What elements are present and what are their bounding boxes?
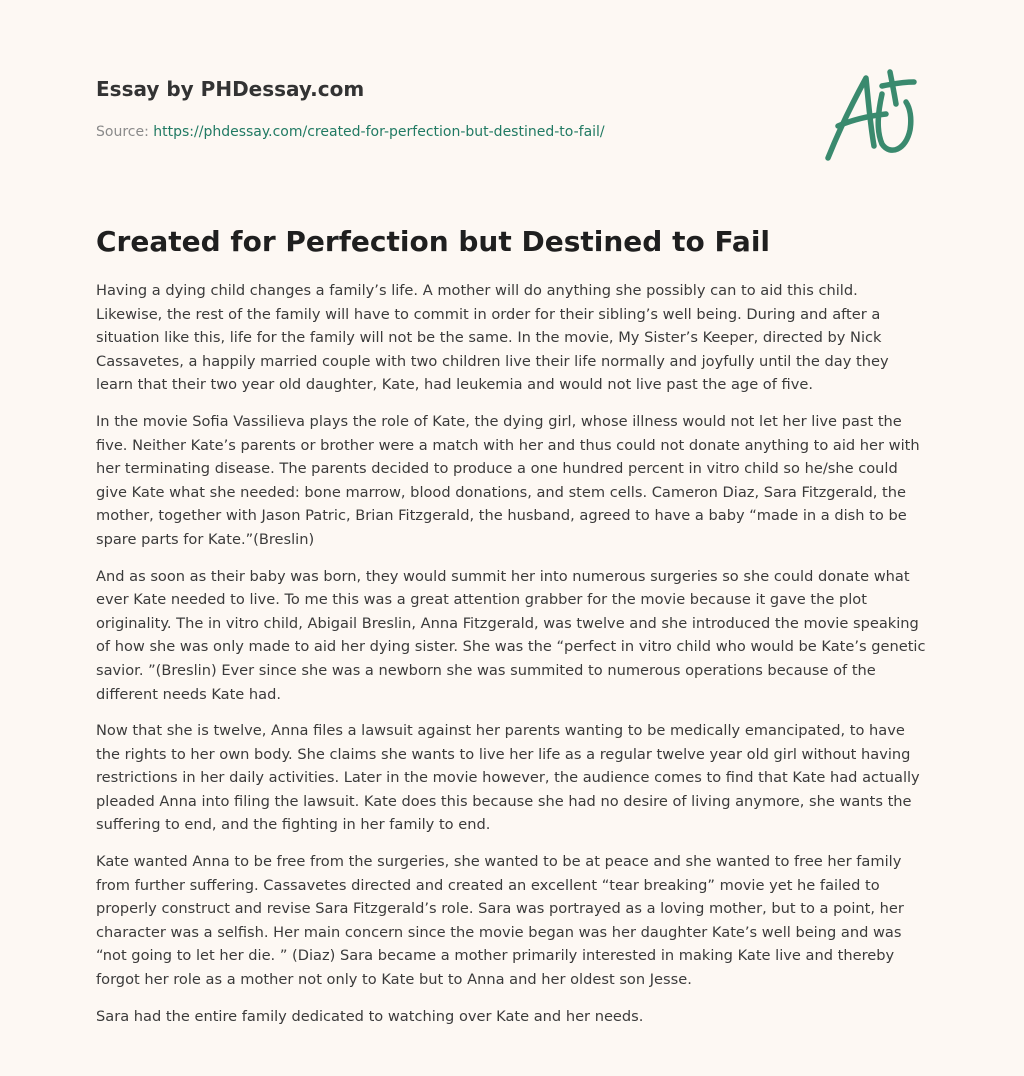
essay-paragraph: And as soon as their baby was born, they would summit her into numerous surgeries so she could donate what ever Kate needed to live. To me this was a great attention grabber for the movie because it gave the plot originality. The in vitro child, Abigail Breslin, Anna Fitzgerald, was twelve and she introduced the movie speaking of how she was only made to aid her dying sister. She was the “perfect in vitro child who would be Kate’s genetic savior. ”(Breslin) Ever since she was a newborn she was summited to numerous operations because of the different needs Kate had.: [96, 567, 926, 703]
source-label: Source:: [96, 124, 154, 140]
site-title: Essay by PHDessay.com: [96, 77, 365, 101]
source-line: [96, 124, 605, 140]
essay-paragraph: Now that she is twelve, Anna files a lawsuit against her parents wanting to be medically emancipated, to have the rights to her own body. She claims she wants to live her life as a regular twelve year old girl without having restrictions in her daily activities. Later in the movie however, the audience comes to find that Kate had actually pleaded Anna into filing the lawsuit. Kate does this because she had no desire of living anymore, she wants the suffering to end, and the fighting in her family to end.: [96, 722, 920, 834]
essay-paragraph: Having a dying child changes a family’s life. A mother will do anything she possibly can to aid this child. Likewise, the rest of the family will have to commit in order for their sibling’s well being. During and after a situation like this, life for the family will not be the same. In the movie, My Sister’s Keeper, directed by Nick Cassavetes, a happily married couple with two children live their life normally and joyfully until the day they learn that their two year old daughter, Kate, had leukemia and would not live past the age of five.: [96, 282, 889, 394]
essay-title: Created for Perfection but Destined to Fail: [96, 225, 771, 258]
essay-paragraph: Kate wanted Anna to be free from the surgeries, she wanted to be at peace and she wanted to free her family from further suffering. Cassavetes directed and created an excellent “tear breaking” movie yet he failed to properly construct and revise Sara Fitzgerald’s role. Sara was portrayed as a loving mother, but to a point, her character was a selfish. Her main concern since the movie began was her daughter Kate’s well being and was “not going to let her die. ” (Diaz) Sara became a mother primarily interested in making Kate live and thereby forgot her role as a mother not only to Kate but to Anna and her oldest son Jesse.: [96, 853, 904, 989]
source-link[interactable]: https://phdessay.com/created-for-perfection-but-destined-to-fail/: [153, 124, 605, 140]
essay-body: [96, 279, 928, 1028]
page-header: [96, 0, 928, 192]
essay-paragraph: Sara had the entire family dedicated to watching over Kate and her needs.: [96, 1007, 644, 1025]
a-plus-logo-icon: [824, 68, 928, 164]
essay-paragraph: In the movie Sofia Vassilieva plays the role of Kate, the dying girl, whose illness would not let her live past the five. Neither Kate’s parents or brother were a match with her and thus could not donate anything to aid her with her terminating disease. The parents decided to produce a one hundred percent in vitro child so he/she could give Kate what she needed: bone marrow, blood donations, and stem cells. Cameron Diaz, Sara Fitzgerald, the mother, together with Jason Patric, Brian Fitzgerald, the husband, agreed to have a baby “made in a dish to be spare parts for Kate.”(Breslin): [96, 412, 920, 548]
